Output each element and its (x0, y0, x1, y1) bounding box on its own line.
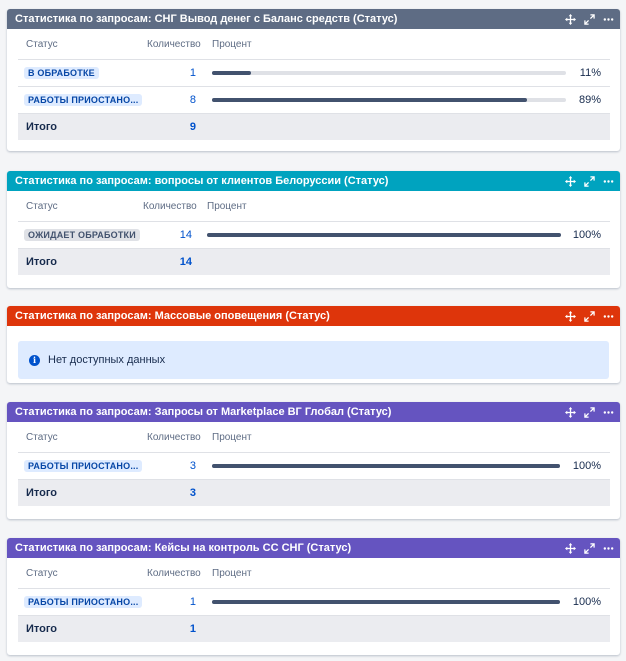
column-percent: Процент (212, 567, 252, 579)
gadget-title: Статистика по запросам: Массовые оповещения (Статус) (15, 310, 330, 322)
gadget-marketplace (7, 402, 620, 519)
gadget-header (7, 171, 620, 191)
info-icon: i (29, 355, 40, 366)
move-icon[interactable] (564, 13, 576, 25)
column-count: Количество (143, 200, 197, 212)
more-icon[interactable] (602, 13, 614, 25)
status-lozenge[interactable]: ОЖИДАЕТ ОБРАБОТКИ (24, 229, 140, 241)
table-row (18, 453, 610, 480)
total-count-link[interactable]: 9 (189, 121, 196, 133)
column-status: Статус (26, 567, 58, 579)
gadget-title: Статистика по запросам: СНГ Вывод денег с Баланс средств (Статус) (15, 13, 398, 25)
total-count-link[interactable]: 14 (179, 256, 192, 268)
percent-value: 100% (572, 596, 601, 608)
column-count: Количество (147, 38, 201, 50)
expand-icon[interactable] (583, 542, 595, 554)
gadget-header (7, 402, 620, 422)
more-icon[interactable] (602, 406, 614, 418)
stat-table (18, 191, 610, 275)
column-status: Статус (26, 38, 58, 50)
header-icons (564, 406, 614, 418)
gadget-title: Статистика по запросам: Кейсы на контроль СС СНГ (Статус) (15, 542, 352, 554)
total-row (18, 114, 610, 140)
expand-icon[interactable] (583, 175, 595, 187)
table-header-row (18, 422, 610, 453)
header-icons (564, 13, 614, 25)
table-row (18, 589, 610, 616)
more-icon[interactable] (602, 175, 614, 187)
move-icon[interactable] (564, 175, 576, 187)
percent-value: 100% (572, 229, 601, 241)
table-header-row (18, 558, 610, 589)
percent-bar-fill (212, 98, 527, 102)
table-row (18, 222, 610, 249)
total-label: Итого (26, 121, 58, 133)
total-label: Итого (26, 487, 58, 499)
percent-bar (212, 600, 560, 604)
percent-bar (207, 233, 561, 237)
column-percent: Процент (212, 431, 252, 443)
status-lozenge[interactable]: РАБОТЫ ПРИОСТАНО... (24, 460, 142, 472)
total-count-link[interactable]: 1 (189, 623, 196, 635)
column-status: Статус (26, 200, 58, 212)
expand-icon[interactable] (583, 13, 595, 25)
table-row (18, 87, 610, 114)
percent-value: 100% (572, 460, 601, 472)
percent-bar (212, 464, 560, 468)
total-row (18, 616, 610, 642)
percent-bar-fill (212, 464, 560, 468)
total-row (18, 480, 610, 506)
table-header-row (18, 191, 610, 222)
total-label: Итого (26, 623, 58, 635)
total-row (18, 249, 610, 275)
total-label: Итого (26, 256, 58, 268)
percent-value: 11% (579, 67, 601, 79)
empty-message: Нет доступных данных (48, 354, 166, 366)
percent-bar-fill (207, 233, 561, 237)
percent-bar (212, 98, 566, 102)
gadget-title: Статистика по запросам: Запросы от Marketplace ВГ Глобал (Статус) (15, 406, 392, 418)
gadget-belarus-questions (7, 171, 620, 288)
column-count: Количество (147, 431, 201, 443)
status-lozenge[interactable]: В ОБРАБОТКЕ (24, 67, 99, 79)
column-percent: Процент (212, 38, 252, 50)
stat-table (18, 422, 610, 506)
gadget-header (7, 9, 620, 29)
gadget-header (7, 538, 620, 558)
table-row (18, 60, 610, 87)
percent-bar (212, 71, 566, 75)
stat-table (18, 558, 610, 642)
more-icon[interactable] (602, 542, 614, 554)
status-lozenge[interactable]: РАБОТЫ ПРИОСТАНО... (24, 94, 142, 106)
gadget-header (7, 306, 620, 326)
gadget-title: Статистика по запросам: вопросы от клиентов Белоруссии (Статус) (15, 175, 389, 187)
total-count-link[interactable]: 3 (189, 487, 196, 499)
header-icons (564, 175, 614, 187)
move-icon[interactable] (564, 542, 576, 554)
count-link[interactable]: 3 (189, 460, 196, 472)
count-link[interactable]: 1 (189, 596, 196, 608)
header-icons (564, 542, 614, 554)
expand-icon[interactable] (583, 406, 595, 418)
header-icons (564, 310, 614, 322)
column-count: Количество (147, 567, 201, 579)
gadget-mass-notifications (7, 306, 620, 383)
table-header-row (18, 29, 610, 60)
percent-bar-fill (212, 600, 560, 604)
empty-message-panel (18, 341, 609, 379)
gadget-cis-withdrawal (7, 9, 620, 151)
count-link[interactable]: 1 (189, 67, 196, 79)
column-status: Статус (26, 431, 58, 443)
more-icon[interactable] (602, 310, 614, 322)
stat-table (18, 29, 610, 140)
count-link[interactable]: 14 (179, 229, 192, 241)
percent-value: 89% (578, 94, 601, 106)
column-percent: Процент (207, 200, 247, 212)
expand-icon[interactable] (583, 310, 595, 322)
percent-bar-fill (212, 71, 251, 75)
count-link[interactable]: 8 (189, 94, 196, 106)
move-icon[interactable] (564, 406, 576, 418)
gadget-control-cases (7, 538, 620, 655)
move-icon[interactable] (564, 310, 576, 322)
status-lozenge[interactable]: РАБОТЫ ПРИОСТАНО... (24, 596, 142, 608)
